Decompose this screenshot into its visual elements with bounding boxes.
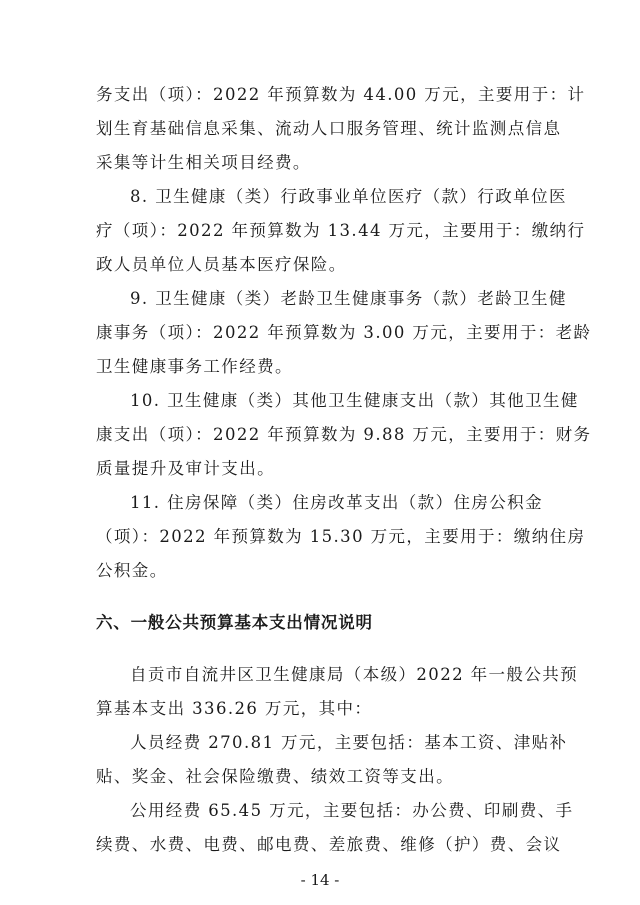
body-line: 划生育基础信息采集、流动人口服务管理、统计监测点信息 bbox=[96, 119, 562, 138]
body-line: 算基本支出 336.26 万元，其中： bbox=[96, 699, 373, 718]
body-line: 康支出（项）：2022 年预算数为 9.88 万元，主要用于：财务 bbox=[96, 425, 592, 444]
body-line: 10. 卫生健康（类）其他卫生健康支出（款）其他卫生健 bbox=[130, 391, 579, 410]
body-line: 康事务（项）：2022 年预算数为 3.00 万元，主要用于：老龄 bbox=[96, 323, 592, 342]
section-heading: 六、一般公共预算基本支出情况说明 bbox=[96, 613, 373, 632]
body-line: （项）：2022 年预算数为 15.30 万元，主要用于：缴纳住房 bbox=[96, 527, 586, 546]
body-line: 卫生健康事务工作经费。 bbox=[96, 357, 293, 376]
body-line: 采集等计生相关项目经费。 bbox=[96, 153, 311, 172]
body-line: 8. 卫生健康（类）行政事业单位医疗（款）行政单位医 bbox=[130, 187, 567, 206]
body-line: 公积金。 bbox=[96, 561, 168, 580]
body-line: 贴、奖金、社会保险缴费、绩效工资等支出。 bbox=[96, 767, 454, 786]
body-line: 质量提升及审计支出。 bbox=[96, 459, 275, 478]
body-line: 务支出（项）：2022 年预算数为 44.00 万元，主要用于：计 bbox=[96, 85, 586, 104]
body-line: 政人员单位人员基本医疗保险。 bbox=[96, 255, 347, 274]
page-number: - 14 - bbox=[300, 871, 340, 889]
body-line: 公用经费 65.45 万元，主要包括：办公费、印刷费、手 bbox=[130, 801, 574, 820]
body-line: 9. 卫生健康（类）老龄卫生健康事务（款）老龄卫生健 bbox=[130, 289, 567, 308]
body-line: 自贡市自流井区卫生健康局（本级）2022 年一般公共预 bbox=[130, 665, 579, 684]
body-line: 人员经费 270.81 万元，主要包括：基本工资、津贴补 bbox=[130, 733, 568, 752]
body-line: 11. 住房保障（类）住房改革支出（款）住房公积金 bbox=[130, 493, 543, 512]
body-line: 疗（项）：2022 年预算数为 13.44 万元，主要用于：缴纳行 bbox=[96, 221, 586, 240]
body-line: 续费、水费、电费、邮电费、差旅费、维修（护）费、会议 bbox=[96, 835, 562, 854]
